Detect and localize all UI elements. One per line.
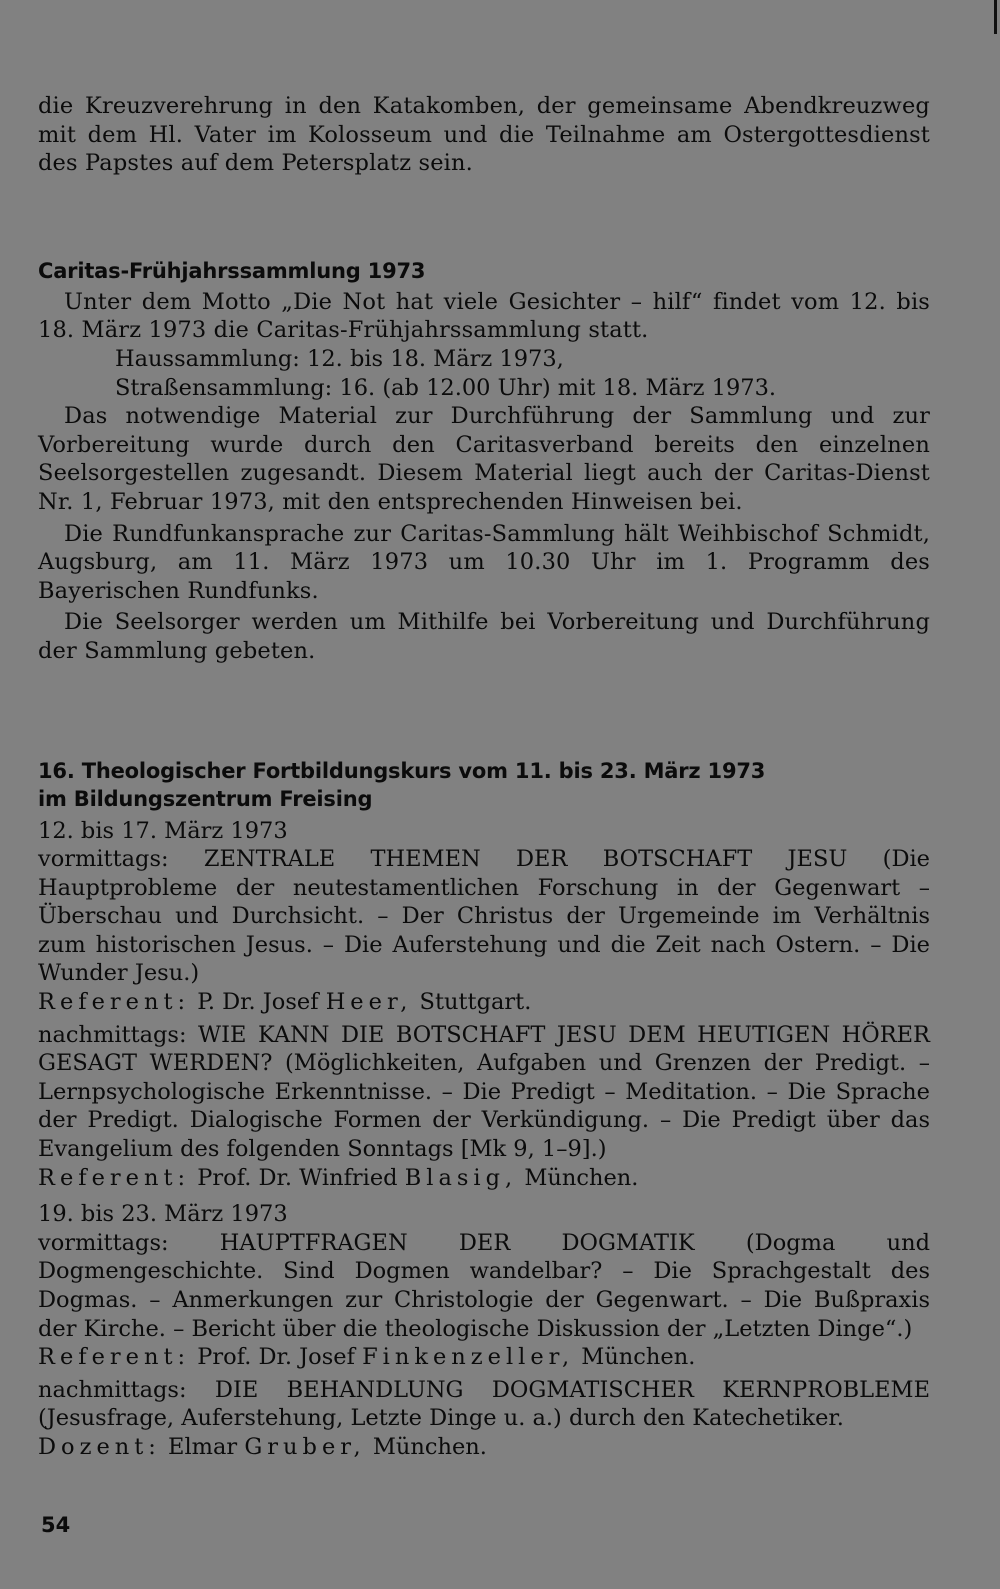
speaker-name: Finkenzeller,	[362, 1344, 575, 1371]
speaker-prefix: Prof. Dr. Josef	[197, 1344, 355, 1371]
speaker-city: München.	[581, 1344, 696, 1371]
speaker-city: München.	[372, 1433, 487, 1460]
speaker-role: Referent:	[38, 989, 191, 1016]
document-page	[38, 92, 930, 1462]
week2-morning: vormittags: HAUPTFRAGEN DER DOGMATIK (Dogma und Dogmengeschichte. Sind Dogmen wandelbar? – Die Sprachgestalt des Dogmas. – Anmerkungen zur Christologie der Gegenwart. – Die Bußpraxis der Kirche. – Bericht über die theologische Diskussion der „Letzten Dinge“.)	[38, 1229, 930, 1342]
caritas-paragraph-1: Unter dem Motto „Die Not hat viele Gesichter – hilf“ findet vom 12. bis 18. März 1973 die Caritas-Frühjahrssammlung statt.	[38, 288, 930, 344]
speaker-role: Referent:	[38, 1164, 191, 1191]
caritas-paragraph-4: Die Seelsorger werden um Mithilfe bei Vorbereitung und Durchführung der Sammlung gebeten.	[38, 609, 930, 664]
week1-afternoon-speaker	[38, 1164, 930, 1193]
collection-dates	[38, 345, 930, 402]
speaker-city: München.	[524, 1164, 639, 1191]
week1-morning-speaker	[38, 988, 930, 1017]
week2-date: 19. bis 23. März 1973	[38, 1201, 288, 1228]
speaker-role: Dozent:	[38, 1433, 161, 1460]
caritas-paragraph-2: Das notwendige Material zur Durchführung der Sammlung und zur Vorbereitung wurde durch den Caritasverband bereits den einzelnen Seelsorgestellen zugesandt. Diesem Material liegt auch der Caritas-Dienst Nr. 1, Februar 1973, mit den entsprechenden Hinweisen bei.	[38, 403, 930, 515]
speaker-name: Gruber,	[244, 1433, 366, 1460]
course-heading-line-1: 16. Theologischer Fortbildungskurs vom 11. bis 23. März 1973	[38, 758, 766, 783]
week2-morning-speaker	[38, 1343, 930, 1372]
speaker-prefix: P. Dr. Josef	[197, 989, 319, 1016]
speaker-name: Heer,	[325, 989, 413, 1016]
scan-edge-mark	[994, 0, 997, 34]
intro-paragraph: die Kreuzverehrung in den Katakomben, der gemeinsame Abendkreuzweg mit dem Hl. Vater im Kolosseum und die Teilnahme am Ostergottesdienst des Papstes auf dem Petersplatz sein.	[38, 93, 930, 177]
course-heading	[38, 757, 930, 813]
week1-afternoon: nachmittags: WIE KANN DIE BOTSCHAFT JESU DEM HEUTIGEN HÖRER GESAGT WERDEN? (Möglichkeiten, Aufgaben und Grenzen der Predigt. – Lernpsychologische Erkenntnisse. – Die Predigt – Meditation. – Die Sprache der Predigt. Dialogische Formen der Verkündigung. – Die Predigt über das Evangelium des folgenden Sonntags [Mk 9, 1–9].)	[38, 1021, 930, 1163]
haussammlung-line: Haussammlung: 12. bis 18. März 1973,	[115, 345, 564, 372]
caritas-heading: Caritas-Frühjahrssammlung 1973	[38, 258, 426, 283]
caritas-paragraph-3: Die Rundfunkansprache zur Caritas-Sammlung hält Weihbischof Schmidt, Augsburg, am 11. März 1973 um 10.30 Uhr im 1. Programm des Bayerischen Rundfunks.	[38, 520, 930, 604]
speaker-name: Blasig,	[404, 1164, 518, 1191]
week1-morning: vormittags: ZENTRALE THEMEN DER BOTSCHAFT JESU (Die Hauptprobleme der neutestamentlichen Forschung in der Gegenwart – Überschau und Durchsicht. – Der Christus der Urgemeinde im Verhältnis zum historischen Jesus. – Die Auferstehung und die Zeit nach Ostern. – Die Wunder Jesu.)	[38, 846, 930, 987]
speaker-city: Stuttgart.	[419, 989, 532, 1016]
week2-afternoon: nachmittags: DIE BEHANDLUNG DOGMATISCHER KERNPROBLEME (Jesusfrage, Auferstehung, Letzte Dinge u. a.) durch den Katechetiker.	[38, 1376, 930, 1432]
week2-afternoon-speaker	[38, 1433, 930, 1462]
speaker-prefix: Elmar	[168, 1433, 238, 1460]
week1-date: 12. bis 17. März 1973	[38, 817, 288, 844]
course-heading-line-2: im Bildungszentrum Freising	[38, 786, 373, 811]
speaker-prefix: Prof. Dr. Winfried	[197, 1164, 398, 1191]
page-number: 54	[41, 1513, 71, 1537]
speaker-role: Referent:	[38, 1344, 191, 1371]
strassensammlung-line: Straßensammlung: 16. (ab 12.00 Uhr) mit 18. März 1973.	[115, 374, 777, 401]
